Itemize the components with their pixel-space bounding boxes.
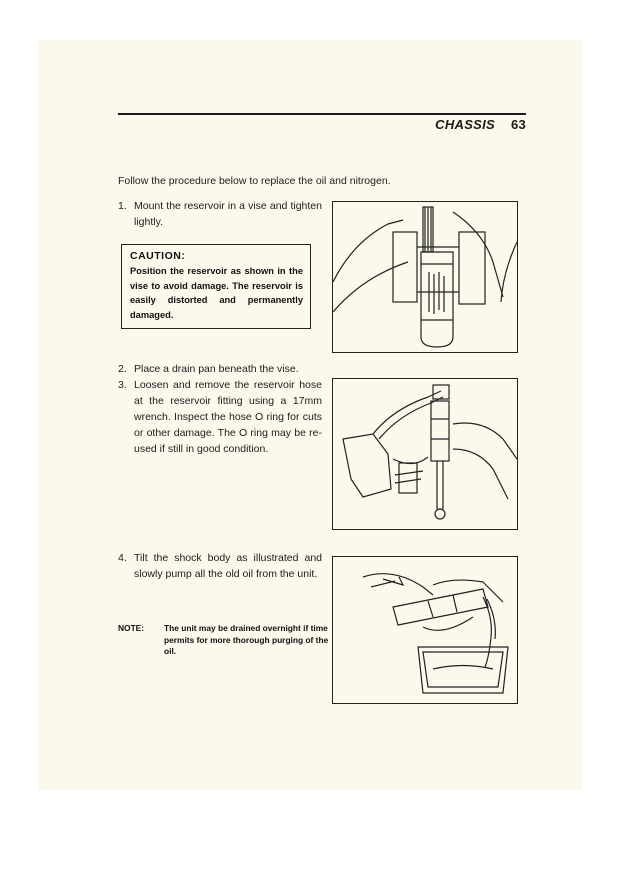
step-text: Mount the reservoir in a vise and tighten lightly.	[134, 200, 322, 228]
figure-hose-removal	[332, 378, 518, 530]
caution-body: Position the reservoir as shown in the vise to avoid damage. The reservoir is easily distorted and permanently damaged.	[130, 266, 303, 320]
section-title: CHASSIS	[435, 117, 496, 132]
step-number: 1.	[118, 200, 127, 212]
step-text: Place a drain pan beneath the vise.	[134, 363, 299, 375]
caution-box	[121, 244, 311, 329]
step-number: 2.	[118, 363, 127, 375]
hose-removal-illustration-icon	[333, 379, 517, 529]
note-label: NOTE:	[118, 623, 145, 633]
step-number: 3.	[118, 379, 127, 391]
oil-draining-illustration-icon	[333, 557, 517, 703]
step-number: 4.	[118, 552, 127, 564]
page-header	[435, 117, 526, 132]
note-body: The unit may be drained overnight if time permits for more thorough purging of the oil.	[164, 623, 329, 656]
intro-text: Follow the procedure below to replace the oil and nitrogen.	[118, 175, 391, 187]
step-text: Loosen and remove the reservoir hose at the reservoir fitting using a 17mm wrench. Inspect the hose O ring for cuts or other damage. The O ring may be re-used if still in good condition.	[134, 379, 322, 455]
figure-reservoir-in-vise	[332, 201, 518, 353]
caution-title: CAUTION:	[130, 250, 186, 262]
header-rule	[118, 113, 526, 115]
step-text: Tilt the shock body as illustrated and slowly pump all the old oil from the unit.	[134, 552, 322, 580]
figure-oil-draining	[332, 556, 518, 704]
page-number: 63	[510, 117, 526, 132]
reservoir-vise-illustration-icon	[333, 202, 517, 352]
